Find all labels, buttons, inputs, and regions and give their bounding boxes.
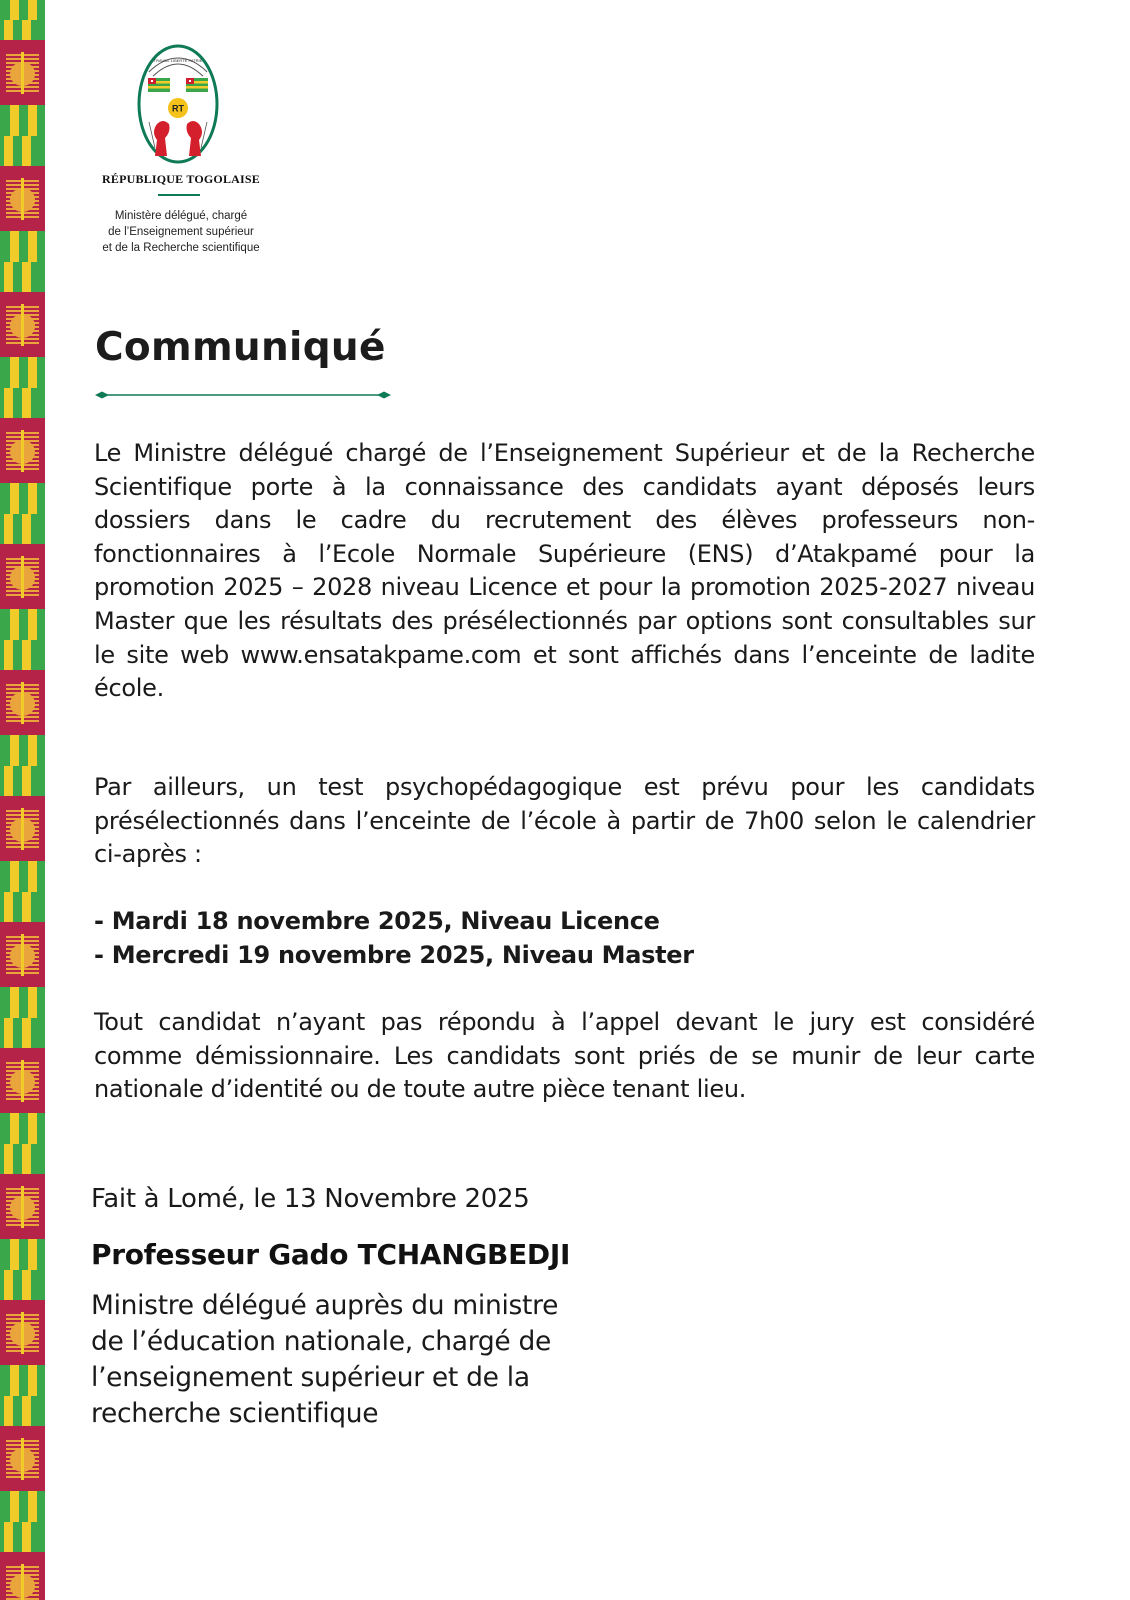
ministry-line: et de la Recherche scientifique	[102, 242, 260, 254]
ministry-name	[86, 208, 276, 256]
kente-red-block	[0, 1426, 45, 1491]
kente-red-block	[0, 418, 45, 483]
title-divider	[95, 389, 391, 401]
flag-left-icon	[148, 78, 170, 92]
kente-sun-motif-icon	[6, 1566, 39, 1600]
kente-sun-motif-icon	[6, 1062, 39, 1100]
kente-sun-motif-icon	[6, 936, 39, 974]
kente-sun-motif-icon	[6, 306, 39, 344]
paragraph-announcement: Le Ministre délégué chargé de l’Enseignement Supérieur et de la Recherche Scientifique porte à la connaissance des candidats ayant déposés leurs dossiers dans le cadre du recrutement des élèves professeurs non-fonctionnaires à l’Ecole Normale Supérieure (ENS) d’Atakpamé pour la promotion 2025 – 2028 niveau Licence et pour la promotion 2025-2027 niveau Master que les résultats des présélectionnés par options sont consultables sur le site web www.ensatakpame.com et sont affichés dans l’enceinte de ladite école.	[94, 439, 1035, 703]
kente-green-block	[0, 987, 45, 1048]
kente-red-block	[0, 1174, 45, 1239]
kente-red-block	[0, 1048, 45, 1113]
kente-sun-motif-icon	[6, 558, 39, 596]
kente-red-block	[0, 922, 45, 987]
kente-green-block	[0, 609, 45, 670]
kente-red-block	[0, 1552, 45, 1600]
kente-red-block	[0, 1300, 45, 1365]
kente-green-block	[0, 1491, 45, 1552]
role-line: recherche scientifique	[91, 1398, 379, 1429]
header-divider	[158, 194, 200, 196]
kente-green-block	[0, 357, 45, 418]
country-name: RÉPUBLIQUE TOGOLAISE	[102, 172, 260, 186]
kente-border-decoration	[0, 0, 45, 1600]
kente-green-block	[0, 105, 45, 166]
kente-red-block	[0, 544, 45, 609]
kente-red-block	[0, 670, 45, 735]
document-title: Communiqué	[95, 325, 386, 370]
schedule-item-licence: - Mardi 18 novembre 2025, Niveau Licence	[94, 907, 660, 935]
kente-sun-motif-icon	[6, 1440, 39, 1478]
kente-green-block	[0, 231, 45, 292]
kente-sun-motif-icon	[6, 432, 39, 470]
kente-sun-motif-icon	[6, 684, 39, 722]
paragraph-test-info: Par ailleurs, un test psychopédagogique est prévu pour les candidats présélectionnés dans l’enceinte de l’école à partir de 7h00 selon le calendrier ci-après :	[94, 773, 1035, 869]
kente-green-block	[0, 861, 45, 922]
kente-green-block	[0, 483, 45, 544]
kente-green-block	[0, 735, 45, 796]
schedule-list	[94, 905, 1035, 972]
emblem-initials: RT	[172, 103, 184, 114]
kente-sun-motif-icon	[6, 54, 39, 92]
role-line: Ministre délégué auprès du ministre	[91, 1290, 559, 1321]
kente-sun-motif-icon	[6, 1314, 39, 1352]
kente-green-block	[0, 0, 45, 40]
schedule-item-master: - Mercredi 19 novembre 2025, Niveau Master	[94, 940, 694, 969]
kente-red-block	[0, 292, 45, 357]
signatory-name: Professeur Gado TCHANGBEDJI	[91, 1238, 571, 1271]
kente-red-block	[0, 166, 45, 231]
kente-sun-motif-icon	[6, 810, 39, 848]
ministry-line: Ministère délégué, chargé	[114, 210, 248, 222]
diamond-left-icon	[95, 392, 109, 399]
signatory-role	[91, 1288, 651, 1432]
role-line: l’enseignement supérieur et de la	[91, 1362, 530, 1393]
togo-coat-of-arms-icon	[137, 44, 219, 164]
kente-red-block	[0, 40, 45, 105]
flag-right-icon	[186, 78, 208, 92]
kente-sun-motif-icon	[6, 1188, 39, 1226]
diamond-right-icon	[377, 392, 391, 399]
kente-green-block	[0, 1113, 45, 1174]
kente-red-block	[0, 796, 45, 861]
kente-green-block	[0, 1239, 45, 1300]
ministry-line: de l’Enseignement supérieur	[108, 226, 254, 238]
emblem-motto: TRAVAIL LIBERTÉ PATRIE	[153, 58, 203, 63]
role-line: de l’éducation nationale, chargé de	[91, 1326, 552, 1357]
paragraph-requirements: Tout candidat n’ayant pas répondu à l’appel devant le jury est considéré comme démissionnaire. Les candidats sont priés de se munir de leur carte nationale d’identité ou de toute autre pièce tenant lieu.	[94, 1008, 1035, 1104]
kente-green-block	[0, 1365, 45, 1426]
signature-place-date: Fait à Lomé, le 13 Novembre 2025	[91, 1184, 530, 1214]
kente-sun-motif-icon	[6, 180, 39, 218]
